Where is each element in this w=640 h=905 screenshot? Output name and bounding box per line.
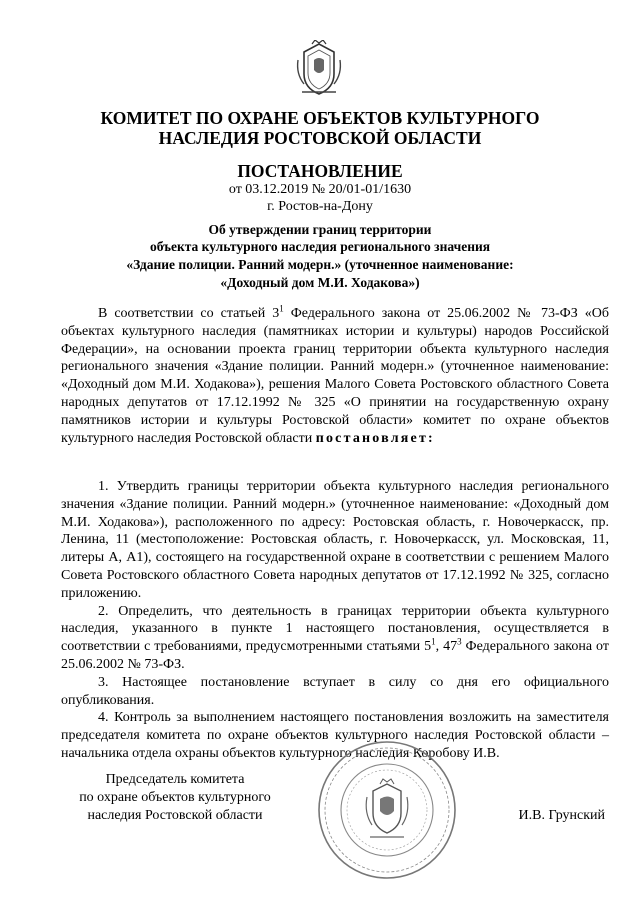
preamble-text-b: Федерального закона от 25.06.2002 № 73-ФЗ «Об объектах культурного наследия (памятниках истории и культуры) народов Российской Федерации», на основании проекта границ территории объекта культурного наследия регионального значения «Здание полиции. Ранний модерн.» (уточненное наименование: «Доходный дом М.И. Ходакова»), решения Малого Совета Ростовского областного Совета народных депутатов от 17.12.1992 № 325 «О принятии на государственную охрану памятников истории и культуры Ростовской области» комитет по охране объектов культурного наследия Ростовской области [61, 306, 609, 446]
signatory-name: И.В. Грунский [518, 808, 605, 823]
subject-line4: «Доходный дом М.И. Ходакова») [220, 275, 420, 290]
organization-name-line2: НАСЛЕДИЯ РОСТОВСКОЙ ОБЛАСТИ [158, 128, 482, 148]
coat-of-arms-icon [294, 40, 344, 98]
subject-line1: Об утверждении границ территории [208, 222, 432, 237]
item2-superscript-2: 3 [457, 636, 462, 647]
decree-item-1: 1. Утвердить границы территории объекта культурного наследия регионального значения «Здание полиции. Ранний модерн.» (уточненное наименование: «Доходный дом М.И. Ходакова»), расположенного по адресу: Ростовская область, г. Новочеркасск, пр. Ленина, 11 (местоположение: Ростовская область, г. Новочеркасск, ул. Московская, 11, литеры А, А1), состоящего на государственной охране в соответствии с решением Малого Совета Ростовского областного Совета народных депутатов от 17.12.1992 № 325, согласно приложению. [61, 479, 609, 601]
organization-name-line1: КОМИТЕТ ПО ОХРАНЕ ОБЪЕКТОВ КУЛЬТУРНОГО [100, 108, 540, 128]
signatory-position-line3: наследия Ростовской области [87, 808, 263, 823]
document-type: ПОСТАНОВЛЕНИЕ [237, 161, 403, 181]
signatory-position-line1: Председатель комитета [105, 772, 245, 787]
item2-text-c: Федерального закона от 25.06.2002 № 73-ФЗ. [61, 639, 609, 672]
document-date-number: от 03.12.2019 № 20/01-01/1630 [228, 182, 412, 197]
item2-superscript-1: 1 [431, 636, 436, 647]
subject-line3: «Здание полиции. Ранний модерн.» (уточненное наименование: [126, 257, 514, 272]
decree-item-2 [61, 603, 609, 674]
signatory-position [60, 771, 290, 825]
decree-item-3: 3. Настоящее постановление вступает в силу со дня его официального опубликования. [61, 674, 609, 708]
preamble-superscript: 1 [279, 303, 284, 314]
signatory-position-line2: по охране объектов культурного [79, 790, 271, 805]
document-city: г. Ростов-на-Дону [267, 199, 373, 214]
decree-items [61, 478, 609, 763]
decree-word: постановляет: [315, 430, 435, 446]
item2-text-b: , 47 [435, 639, 458, 655]
subject-line2: объекта культурного наследия регионального значения [149, 239, 491, 254]
decree-item-4: 4. Контроль за выполнением настоящего постановления возложить на заместителя председателя комитета по охране объектов культурного наследия Ростовской области – начальника отдела охраны объектов культурного наследия Коробову И.В. [61, 710, 609, 761]
item2-text-a: 2. Определить, что деятельность в границах территории объекта культурного наследия, указанного в пункте 1 настоящего постановления, осуществляется в соответствии с требованиями, предусмотренными статьями 5 [61, 603, 609, 655]
preamble-text-a: В соответствии со статьей 3 [98, 306, 280, 321]
official-seal-icon [316, 739, 458, 881]
preamble [61, 305, 609, 447]
